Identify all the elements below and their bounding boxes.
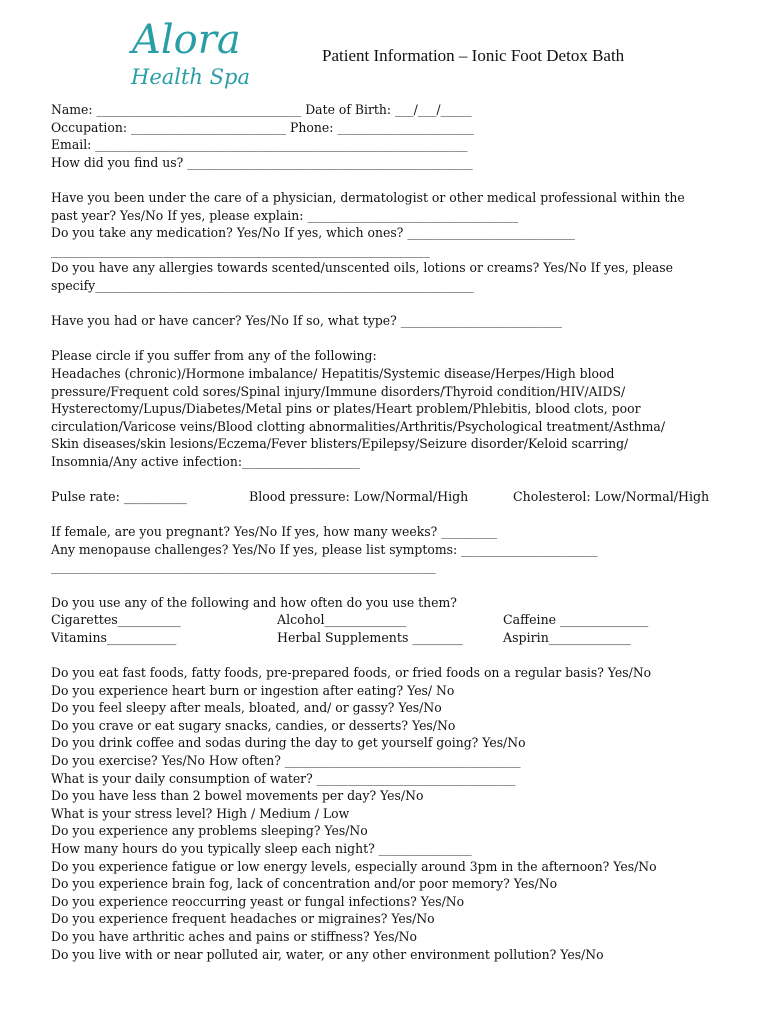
lifestyle-question[interactable]: Do you experience frequent headaches or migraines? Yes/No: [51, 911, 435, 927]
conditions-list-line[interactable]: circulation/Varicose veins/Blood clotting abnormalities/Arthritis/Psychological treatment/Asthma/: [51, 418, 666, 434]
email-line[interactable]: Email: ____________________________________________________________: [51, 137, 468, 153]
substances-row: [51, 629, 741, 647]
spacer: [51, 330, 741, 348]
alcohol-field[interactable]: Alcohol_____________: [277, 612, 407, 628]
conditions-list-line[interactable]: Skin diseases/skin lesions/Eczema/Fever blisters/Epilepsy/Seizure disorder/Keloid scarring/: [51, 436, 629, 452]
name-dob-line[interactable]: Name: _________________________________ Date of Birth: ___/___/_____: [51, 102, 472, 117]
lifestyle-question[interactable]: Do you live with or near polluted air, water, or any other environment pollution? Yes/No: [51, 946, 604, 962]
lifestyle-question[interactable]: Do you feel sleepy after meals, bloated, and/ or gassy? Yes/No: [51, 700, 442, 716]
cancer-section: [51, 312, 741, 330]
lifestyle-question[interactable]: Do you experience heart burn or ingestion after eating? Yes/ No: [51, 682, 455, 698]
pregnancy-line[interactable]: If female, are you pregnant? Yes/No If yes, how many weeks? _________: [51, 524, 498, 540]
substances-section: [51, 594, 741, 647]
conditions-section: [51, 347, 741, 470]
caffeine-field[interactable]: Caffeine ______________: [503, 612, 649, 628]
medical-history-section: [51, 189, 741, 295]
lifestyle-question[interactable]: Do you drink coffee and sodas during the day to get yourself going? Yes/No: [51, 735, 526, 751]
aspirin-field[interactable]: Aspirin_____________: [503, 629, 631, 645]
pulse-rate-field[interactable]: Pulse rate: __________: [51, 489, 187, 505]
female-section: [51, 523, 741, 576]
conditions-list-line[interactable]: pressure/Frequent cold sores/Spinal injury/Immune disorders/Thyroid condition/HIV/AIDS/: [51, 383, 626, 399]
physician-question: Have you been under the care of a physician, dermatologist or other medical professional within the: [51, 189, 685, 205]
physician-explain-line[interactable]: past year? Yes/No If yes, please explain: __________________________________: [51, 207, 519, 223]
patient-form: [51, 101, 741, 963]
spacer: [51, 295, 741, 313]
basic-info-section: [51, 101, 741, 171]
occupation-phone-line[interactable]: Occupation: _________________________ Phone: ______________________: [51, 119, 474, 135]
logo-tagline: Health Spa: [131, 65, 250, 89]
vitamins-field[interactable]: Vitamins___________: [51, 629, 177, 645]
alora-health-spa-logo: [126, 16, 260, 96]
herbal-supplements-field[interactable]: Herbal Supplements ________: [277, 629, 463, 645]
lifestyle-question[interactable]: Do you experience any problems sleeping? Yes/No: [51, 823, 368, 839]
menopause-continued-line[interactable]: ______________________________________________________________: [51, 559, 436, 575]
spacer: [51, 470, 741, 488]
water-consumption-line[interactable]: What is your daily consumption of water? ________________________________: [51, 770, 516, 786]
sleep-hours-line[interactable]: How many hours do you typically sleep each night? _______________: [51, 840, 472, 856]
lifestyle-question[interactable]: Do you experience fatigue or low energy levels, especially around 3pm in the afternoon? Yes/No: [51, 858, 657, 874]
allergies-question: Do you have any allergies towards scented/unscented oils, lotions or creams? Yes/No If yes, please: [51, 260, 673, 276]
spacer: [51, 171, 741, 189]
lifestyle-section: [51, 664, 741, 963]
stress-level-question[interactable]: What is your stress level? High / Medium / Low: [51, 805, 350, 821]
spacer: [51, 576, 741, 594]
menopause-line[interactable]: Any menopause challenges? Yes/No If yes, please list symptoms: ______________________: [51, 541, 598, 557]
lifestyle-question[interactable]: Do you have arthritic aches and pains or stiffness? Yes/No: [51, 928, 417, 944]
lifestyle-question[interactable]: Do you crave or eat sugary snacks, candies, or desserts? Yes/No: [51, 717, 456, 733]
allergies-specify-line[interactable]: specify_____________________________________________________________: [51, 277, 474, 293]
referral-line[interactable]: How did you find us? ______________________________________________: [51, 154, 473, 170]
lifestyle-question[interactable]: Do you have less than 2 bowel movements per day? Yes/No: [51, 788, 424, 804]
conditions-instruction: Please circle if you suffer from any of the following:: [51, 348, 377, 364]
spacer: [51, 506, 741, 524]
medication-continued-line[interactable]: _____________________________________________________________: [51, 242, 430, 258]
conditions-list-line[interactable]: Hysterectomy/Lupus/Diabetes/Metal pins or plates/Heart problem/Phlebitis, blood clots, poor: [51, 401, 641, 417]
cancer-line[interactable]: Have you had or have cancer? Yes/No If so, what type? __________________________: [51, 313, 563, 329]
medication-line[interactable]: Do you take any medication? Yes/No If yes, which ones? ___________________________: [51, 225, 575, 241]
blood-pressure-options[interactable]: Blood pressure: Low/Normal/High: [249, 489, 469, 505]
active-infection-line[interactable]: Insomnia/Any active infection:___________________: [51, 453, 360, 469]
logo-wordmark: Alora: [132, 17, 241, 63]
substances-question: Do you use any of the following and how often do you use them?: [51, 594, 457, 610]
cigarettes-field[interactable]: Cigarettes__________: [51, 612, 181, 628]
lifestyle-question[interactable]: Do you experience brain fog, lack of concentration and/or poor memory? Yes/No: [51, 876, 558, 892]
lifestyle-question[interactable]: Do you experience reoccurring yeast or fungal infections? Yes/No: [51, 893, 465, 909]
vitals-row: [51, 488, 741, 506]
lifestyle-question[interactable]: Do you eat fast foods, fatty foods, pre-prepared foods, or fried foods on a regular basis? Yes/No: [51, 665, 652, 680]
conditions-list-line[interactable]: Headaches (chronic)/Hormone imbalance/ Hepatitis/Systemic disease/Herpes/High blood: [51, 365, 615, 381]
cholesterol-options[interactable]: Cholesterol: Low/Normal/High: [513, 489, 710, 505]
substances-row: [51, 611, 741, 629]
exercise-line[interactable]: Do you exercise? Yes/No How often? ______________________________________: [51, 752, 521, 768]
spacer: [51, 646, 741, 664]
page-title: Patient Information – Ionic Foot Detox Bath: [322, 46, 625, 65]
